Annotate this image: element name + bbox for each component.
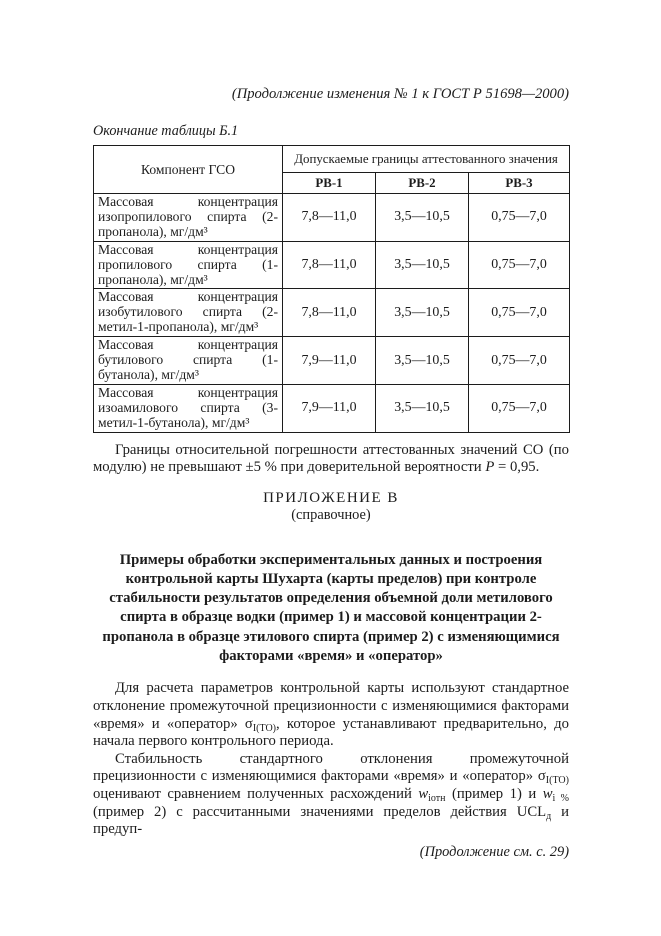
table-header-row-1 (94, 146, 570, 173)
components-table (93, 145, 570, 433)
value-cell: 7,8—11,0 (283, 289, 376, 337)
value-cell: 7,9—11,0 (283, 384, 376, 432)
component-cell: Массовая концентрация изобутилового спирта (2-метил-1-пропанола), мг/дм³ (94, 289, 283, 337)
section-heading: Примеры обработки экспериментальных данных и построения контрольной карты Шухарта (карты пределов) при контроле стабильности результатов определения объемной доли метилового спирта в образце водки (пример 1) и массовой концентрации 2-пропанола в образце этилового спирта (пример 2) с изменяющимися факторами «время» и «оператор» (102, 551, 560, 665)
value-cell: 0,75—7,0 (469, 384, 570, 432)
table-body (94, 194, 570, 433)
footer-note: (Продолжение см. с. 29) (419, 843, 569, 860)
value-cell: 3,5—10,5 (376, 194, 469, 242)
value-cell: 0,75—7,0 (469, 194, 570, 242)
table-row (94, 384, 570, 432)
paragraph-calculation: Для расчета параметров контрольной карты используют стандартное отклонение промежуточной прецизионности с изменяющимися факторами «время» и «оператор» $\sigma_{I(ТО)}$, которое устанавливают предварительно, до начала первого контрольного периода. (93, 680, 569, 750)
table-row (94, 241, 570, 289)
table-caption: Окончание таблицы Б.1 (93, 123, 239, 139)
value-cell: 0,75—7,0 (469, 241, 570, 289)
component-column-header: Компонент ГСО (94, 146, 283, 194)
paragraph-stability: Стабильность стандартного отклонения промежуточной прецизионности с изменяющимися факторами «время» и «оператор» $\sigma_{I(ТО)}$ оценивают сравнением полученных расхождений $w_{iотн}$ (пример 1) и $w_{i \%}$ (пример 2) с рассчитанными значениями пределов действия $UCL_д$ и предуп- (93, 750, 569, 838)
table-row (94, 194, 570, 242)
value-cell: 3,5—10,5 (376, 241, 469, 289)
table-row (94, 337, 570, 385)
value-cell: 7,8—11,0 (283, 194, 376, 242)
value-cell: 7,9—11,0 (283, 337, 376, 385)
group-column-header: Допускаемые границы аттестованного значения (283, 146, 570, 173)
column-header-rv3: РВ-3 (469, 173, 570, 194)
value-cell: 3,5—10,5 (376, 289, 469, 337)
value-cell: 0,75—7,0 (469, 289, 570, 337)
component-cell: Массовая концентрация изоамилового спирта (3-метил-1-бутанола), мг/дм³ (94, 384, 283, 432)
value-cell: 7,8—11,0 (283, 241, 376, 289)
column-header-rv1: РВ-1 (283, 173, 376, 194)
component-cell: Массовая концентрация пропилового спирта (1-пропанола), мг/дм³ (94, 241, 283, 289)
value-cell: 0,75—7,0 (469, 337, 570, 385)
value-cell: 3,5—10,5 (376, 384, 469, 432)
table-row (94, 289, 570, 337)
appendix-title: ПРИЛОЖЕНИЕ В (263, 489, 399, 506)
column-header-rv2: РВ-2 (376, 173, 469, 194)
appendix-subtitle: (справочное) (291, 506, 371, 523)
header-note: (Продолжение изменения № 1 к ГОСТ Р 51698—2000) (231, 86, 569, 102)
component-cell: Массовая концентрация бутилового спирта (1-бутанола), мг/дм³ (94, 337, 283, 385)
paragraph-error-limits: Границы относительной погрешности аттестованных значений СО (по модулю) не превышают ±5 % при доверительной вероятности Р = 0,95. (93, 441, 569, 475)
component-cell: Массовая концентрация изопропилового спирта (2-пропанола), мг/дм³ (94, 194, 283, 242)
value-cell: 3,5—10,5 (376, 337, 469, 385)
